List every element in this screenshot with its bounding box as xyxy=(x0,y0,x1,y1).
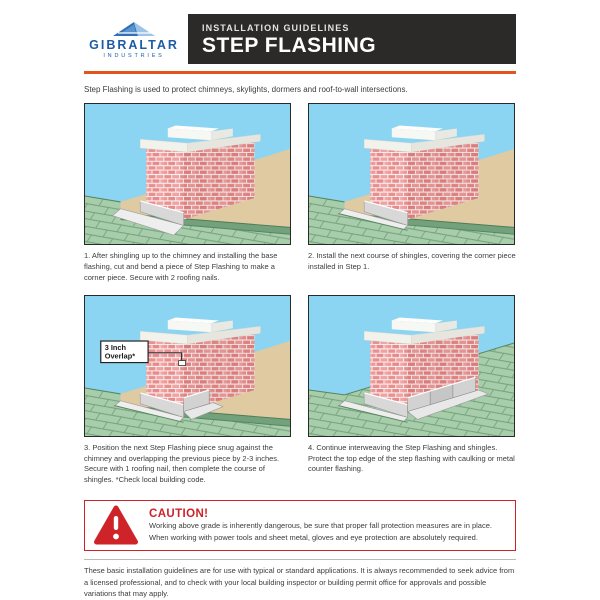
steps-grid xyxy=(84,103,516,486)
gibraltar-logo xyxy=(84,14,188,64)
intro-text: Step Flashing is used to protect chimneys, skylights, dormers and roof-to-wall intersections. xyxy=(84,85,408,94)
step3-panel xyxy=(84,295,292,487)
title-bar xyxy=(188,14,516,64)
document-page xyxy=(84,14,516,600)
step4-panel xyxy=(308,295,516,487)
step4-caption: 4. Continue interweaving the Step Flashing and shingles. Protect the top edge of the step flashing with caulking or metal counter flashing. xyxy=(308,442,515,474)
step1-drawing xyxy=(85,104,290,244)
eyebrow-text: INSTALLATION GUIDELINES xyxy=(202,23,350,33)
page-title: STEP FLASHING xyxy=(202,34,377,57)
footer-disclaimer: These basic installation guidelines are for use with typical or standard applications. It is always recommended to seek advice from a licensed professional, and to check with your local building inspector or building permit office for approvals and possible variations that may apply. xyxy=(84,566,515,598)
caution-line-1: Working above grade is inherently dangerous, be sure that proper fall protection measures are in place. xyxy=(149,521,492,531)
step4-drawing xyxy=(309,296,514,436)
step3-illustration xyxy=(84,295,291,437)
mountain-logo-icon xyxy=(111,20,157,37)
caution-title: CAUTION! xyxy=(149,508,209,521)
overlap-callout-line2: Overlap* xyxy=(104,351,136,361)
step3-caption: 3. Position the next Step Flashing piece snug against the chimney and overlapping the previous piece by 2-3 inches. Secure with 1 roofing nail, then complete the course of shingles. *Check local building code. xyxy=(84,442,280,485)
step1-panel xyxy=(84,103,292,284)
caution-box xyxy=(84,500,516,551)
step2-illustration xyxy=(308,103,515,245)
step4-illustration xyxy=(308,295,515,437)
step1-caption: 1. After shingling up to the chimney and installing the base flashing, cut and bend a piece of Step Flashing to make a corner piece. Secure with 2 roofing nails. xyxy=(84,251,278,282)
step2-panel xyxy=(308,103,516,284)
logo-subname: INDUSTRIES xyxy=(103,52,165,59)
step3-drawing xyxy=(85,296,290,436)
step2-caption: 2. Install the next course of shingles, covering the corner piece installed in Step 1. xyxy=(308,251,516,271)
footer xyxy=(84,559,516,600)
caution-line-2: When working with power tools and sheet metal, gloves and eye protection are absolutely required. xyxy=(149,532,478,542)
header-divider xyxy=(84,71,516,74)
warning-triangle-icon xyxy=(94,505,138,545)
logo-name: GIBRALTAR xyxy=(89,37,179,52)
overlap-callout-line1: 3 Inch xyxy=(104,342,127,352)
header xyxy=(84,14,516,64)
step2-drawing xyxy=(309,104,514,244)
step1-illustration xyxy=(84,103,291,245)
